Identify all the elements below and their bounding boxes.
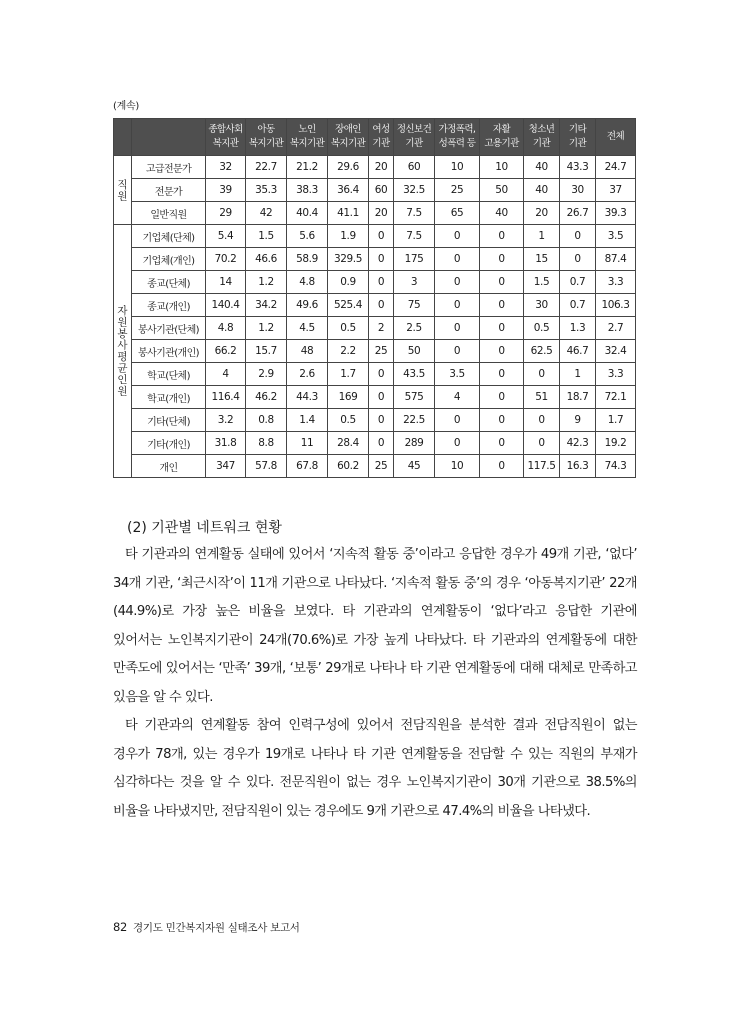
table-cell: 30 <box>524 294 560 317</box>
table-row <box>114 340 636 363</box>
row-label: 종교(단체) <box>132 271 206 294</box>
section-heading: (2) 기관별 네트워크 현황 <box>127 520 282 536</box>
table-cell: 43.5 <box>394 363 435 386</box>
table-cell: 1.2 <box>246 317 287 340</box>
table-cell: 0 <box>435 225 480 248</box>
table-cell: 39 <box>206 179 246 202</box>
table-cell: 0.7 <box>560 294 596 317</box>
table-cell: 60 <box>394 156 435 179</box>
table-cell: 72.1 <box>596 386 636 409</box>
row-label: 학교(개인) <box>132 386 206 409</box>
table-cell: 25 <box>435 179 480 202</box>
table-row <box>114 294 636 317</box>
row-label: 일반직원 <box>132 202 206 225</box>
table-row <box>114 363 636 386</box>
table-row <box>114 156 636 179</box>
table-cell: 31.8 <box>206 432 246 455</box>
row-label: 기타(단체) <box>132 409 206 432</box>
table-cell: 116.4 <box>206 386 246 409</box>
table-cell: 10 <box>480 156 524 179</box>
table-cell: 3.3 <box>596 271 636 294</box>
table-cell: 0 <box>435 294 480 317</box>
table-cell: 51 <box>524 386 560 409</box>
row-label: 개인 <box>132 455 206 478</box>
row-label: 전문가 <box>132 179 206 202</box>
table-cell: 29 <box>206 202 246 225</box>
table-cell: 2 <box>369 317 394 340</box>
table-cell: 70.2 <box>206 248 246 271</box>
table-cell: 5.4 <box>206 225 246 248</box>
table-cell: 7.5 <box>394 202 435 225</box>
table-cell: 0 <box>480 248 524 271</box>
table-cell: 0 <box>480 432 524 455</box>
table-cell: 575 <box>394 386 435 409</box>
table-cell: 0 <box>480 317 524 340</box>
table-cell: 0 <box>524 409 560 432</box>
table-cell: 38.3 <box>287 179 328 202</box>
table-cell: 0.5 <box>328 409 369 432</box>
table-cell: 87.4 <box>596 248 636 271</box>
table-cell: 40.4 <box>287 202 328 225</box>
table-cell: 57.8 <box>246 455 287 478</box>
table-cell: 3.3 <box>596 363 636 386</box>
table-row <box>114 225 636 248</box>
table-cell: 0 <box>480 340 524 363</box>
table-cell: 65 <box>435 202 480 225</box>
column-header: 기타 기관 <box>560 119 596 156</box>
table-cell: 2.5 <box>394 317 435 340</box>
table-cell: 0 <box>524 363 560 386</box>
table-cell: 0 <box>480 455 524 478</box>
table-cell: 1.5 <box>246 225 287 248</box>
table-cell: 1.2 <box>246 271 287 294</box>
table-cell: 1 <box>524 225 560 248</box>
table-cell: 40 <box>524 179 560 202</box>
table-row <box>114 248 636 271</box>
table-cell: 0.9 <box>328 271 369 294</box>
table-cell: 16.3 <box>560 455 596 478</box>
column-header: 여성 기관 <box>369 119 394 156</box>
column-header: 자활 고용기관 <box>480 119 524 156</box>
table-cell: 43.3 <box>560 156 596 179</box>
row-label: 학교(단체) <box>132 363 206 386</box>
table-cell: 289 <box>394 432 435 455</box>
paragraph: 타 기관과의 연계활동 실태에 있어서 ‘지속적 활동 중’이라고 응답한 경우가 49개 기관, ‘없다’ 34개 기관, ‘최근시작’이 11개 기관으로 나타났다. ‘지속적 활동 중’의 경우 ‘아동복지기관’ 22개(44.9%)로 가장 높은 비율을 보였다. 타 기관과의 연계활동이 ‘없다’라고 응답한 기관에 있어서는 노인복지기관이 24개(70.6%)로 가장 높게 나타났다. 타 기관과의 연계활동에 대한 만족도에 있어서는 ‘만족’ 39개, ‘보통’ 29개로 나타나 타 기관 연계활동에 대해 대체로 만족하고 있음을 알 수 있다. <box>113 547 637 705</box>
table-cell: 0.8 <box>246 409 287 432</box>
table-header-row <box>114 119 636 156</box>
table-cell: 22.7 <box>246 156 287 179</box>
table-cell: 50 <box>480 179 524 202</box>
table-cell: 2.6 <box>287 363 328 386</box>
table-cell: 45 <box>394 455 435 478</box>
table-cell: 0 <box>369 271 394 294</box>
column-header: 청소년 기관 <box>524 119 560 156</box>
column-header: 장애인 복지기관 <box>328 119 369 156</box>
table-cell: 15.7 <box>246 340 287 363</box>
table-cell: 15 <box>524 248 560 271</box>
table-cell: 169 <box>328 386 369 409</box>
table-cell: 1.3 <box>560 317 596 340</box>
table-cell: 32.4 <box>596 340 636 363</box>
table-cell: 37 <box>596 179 636 202</box>
table-cell: 20 <box>369 202 394 225</box>
table-cell: 106.3 <box>596 294 636 317</box>
table-cell: 0 <box>435 248 480 271</box>
row-label: 기업체(단체) <box>132 225 206 248</box>
table-cell: 0 <box>435 340 480 363</box>
table-row <box>114 317 636 340</box>
column-header: 종합사회 복지관 <box>206 119 246 156</box>
table-cell: 0 <box>369 409 394 432</box>
table-cell: 1 <box>560 363 596 386</box>
table-cell: 2.7 <box>596 317 636 340</box>
table-cell: 49.6 <box>287 294 328 317</box>
table-cell: 1.9 <box>328 225 369 248</box>
table-cell: 74.3 <box>596 455 636 478</box>
table-cell: 4.8 <box>287 271 328 294</box>
table-cell: 39.3 <box>596 202 636 225</box>
table-cell: 75 <box>394 294 435 317</box>
table-cell: 4.8 <box>206 317 246 340</box>
table-cell: 0.5 <box>328 317 369 340</box>
table-cell: 22.5 <box>394 409 435 432</box>
table-cell: 60 <box>369 179 394 202</box>
table-cell: 3.5 <box>596 225 636 248</box>
table-cell: 67.8 <box>287 455 328 478</box>
table-cell: 25 <box>369 455 394 478</box>
table-cell: 8.8 <box>246 432 287 455</box>
table-cell: 42.3 <box>560 432 596 455</box>
row-label: 기업체(개인) <box>132 248 206 271</box>
table-row <box>114 455 636 478</box>
row-group-label: 직원 <box>114 156 132 225</box>
table-cell: 18.7 <box>560 386 596 409</box>
table-cell: 0 <box>480 363 524 386</box>
table-cell: 40 <box>480 202 524 225</box>
table-cell: 0 <box>480 271 524 294</box>
table-cell: 32.5 <box>394 179 435 202</box>
section-body <box>113 515 637 826</box>
header-blank <box>132 119 206 156</box>
table-cell: 0 <box>560 248 596 271</box>
table-cell: 46.7 <box>560 340 596 363</box>
table-cell: 1.4 <box>287 409 328 432</box>
table-cell: 7.5 <box>394 225 435 248</box>
paragraph: 타 기관과의 연계활동 참여 인력구성에 있어서 전담직원을 분석한 결과 전담직원이 없는 경우가 78개, 있는 경우가 19개로 나타나 타 기관 연계활동을 전담할 수 있는 직원의 부재가 심각하다는 것을 알 수 있다. 전문직원이 없는 경우 노인복지기관이 30개 기관으로 38.5%의 비율을 나타냈지만, 전담직원이 있는 경우에도 9개 기관으로 47.4%의 비율을 나타냈다. <box>113 718 637 819</box>
column-header: 가정폭력, 성폭력 등 <box>435 119 480 156</box>
table-cell: 0.5 <box>524 317 560 340</box>
table-cell: 29.6 <box>328 156 369 179</box>
table-cell: 0 <box>435 409 480 432</box>
table-cell: 30 <box>560 179 596 202</box>
table-cell: 2.2 <box>328 340 369 363</box>
table-body <box>114 156 636 478</box>
table-cell: 0 <box>369 386 394 409</box>
table-cell: 44.3 <box>287 386 328 409</box>
table-cell: 0 <box>369 225 394 248</box>
table-cell: 2.9 <box>246 363 287 386</box>
page-footer <box>113 920 300 935</box>
table-cell: 34.2 <box>246 294 287 317</box>
table-cell: 46.2 <box>246 386 287 409</box>
table-cell: 48 <box>287 340 328 363</box>
column-header: 아동 복지기관 <box>246 119 287 156</box>
table-cell: 117.5 <box>524 455 560 478</box>
table-row <box>114 386 636 409</box>
table-cell: 175 <box>394 248 435 271</box>
table-cell: 140.4 <box>206 294 246 317</box>
table-cell: 329.5 <box>328 248 369 271</box>
row-group-label: 자원봉사평균인원 <box>114 225 132 478</box>
table-cell: 3.5 <box>435 363 480 386</box>
table-cell: 42 <box>246 202 287 225</box>
table-cell: 25 <box>369 340 394 363</box>
table-cell: 28.4 <box>328 432 369 455</box>
table-row <box>114 432 636 455</box>
table-cell: 0 <box>435 271 480 294</box>
table-cell: 36.4 <box>328 179 369 202</box>
table-cell: 0 <box>480 409 524 432</box>
table-cell: 0 <box>435 432 480 455</box>
table-cell: 58.9 <box>287 248 328 271</box>
table-cell: 66.2 <box>206 340 246 363</box>
table-cell: 1.7 <box>328 363 369 386</box>
table-cell: 14 <box>206 271 246 294</box>
table-cell: 19.2 <box>596 432 636 455</box>
table-cell: 0 <box>435 317 480 340</box>
table-cell: 0 <box>369 363 394 386</box>
row-label: 고급전문가 <box>132 156 206 179</box>
continued-label: (계속) <box>113 101 139 112</box>
table-cell: 26.7 <box>560 202 596 225</box>
table-cell: 0 <box>369 294 394 317</box>
table-cell: 21.2 <box>287 156 328 179</box>
table-cell: 0 <box>524 432 560 455</box>
table-row <box>114 409 636 432</box>
table-cell: 32 <box>206 156 246 179</box>
table-cell: 20 <box>524 202 560 225</box>
table-cell: 11 <box>287 432 328 455</box>
table-cell: 10 <box>435 156 480 179</box>
table-cell: 62.5 <box>524 340 560 363</box>
resource-table <box>113 118 636 478</box>
table-cell: 0 <box>480 225 524 248</box>
table-cell: 5.6 <box>287 225 328 248</box>
table-cell: 41.1 <box>328 202 369 225</box>
table-row <box>114 271 636 294</box>
column-header: 노인 복지기관 <box>287 119 328 156</box>
table-cell: 4.5 <box>287 317 328 340</box>
table-cell: 0 <box>560 225 596 248</box>
table-cell: 0.7 <box>560 271 596 294</box>
table-row <box>114 202 636 225</box>
page-number: 82 <box>113 920 128 934</box>
table-cell: 40 <box>524 156 560 179</box>
table-cell: 46.6 <box>246 248 287 271</box>
table-cell: 35.3 <box>246 179 287 202</box>
table-cell: 3 <box>394 271 435 294</box>
row-label: 기타(개인) <box>132 432 206 455</box>
table-cell: 24.7 <box>596 156 636 179</box>
table-cell: 525.4 <box>328 294 369 317</box>
row-label: 봉사기관(단체) <box>132 317 206 340</box>
row-label: 종교(개인) <box>132 294 206 317</box>
table-row <box>114 179 636 202</box>
table-cell: 347 <box>206 455 246 478</box>
table-cell: 3.2 <box>206 409 246 432</box>
table-cell: 10 <box>435 455 480 478</box>
table-cell: 1.5 <box>524 271 560 294</box>
table-cell: 4 <box>206 363 246 386</box>
table-cell: 0 <box>369 248 394 271</box>
table-cell: 20 <box>369 156 394 179</box>
table-cell: 0 <box>480 294 524 317</box>
table-cell: 1.7 <box>596 409 636 432</box>
column-header: 전체 <box>596 119 636 156</box>
table-cell: 50 <box>394 340 435 363</box>
table-cell: 4 <box>435 386 480 409</box>
report-title: 경기도 민간복지자원 실태조사 보고서 <box>133 922 300 934</box>
table-cell: 60.2 <box>328 455 369 478</box>
row-label: 봉사기관(개인) <box>132 340 206 363</box>
table-cell: 0 <box>369 432 394 455</box>
column-header: 정신보건 기관 <box>394 119 435 156</box>
header-blank <box>114 119 132 156</box>
table-cell: 9 <box>560 409 596 432</box>
table-cell: 0 <box>480 386 524 409</box>
